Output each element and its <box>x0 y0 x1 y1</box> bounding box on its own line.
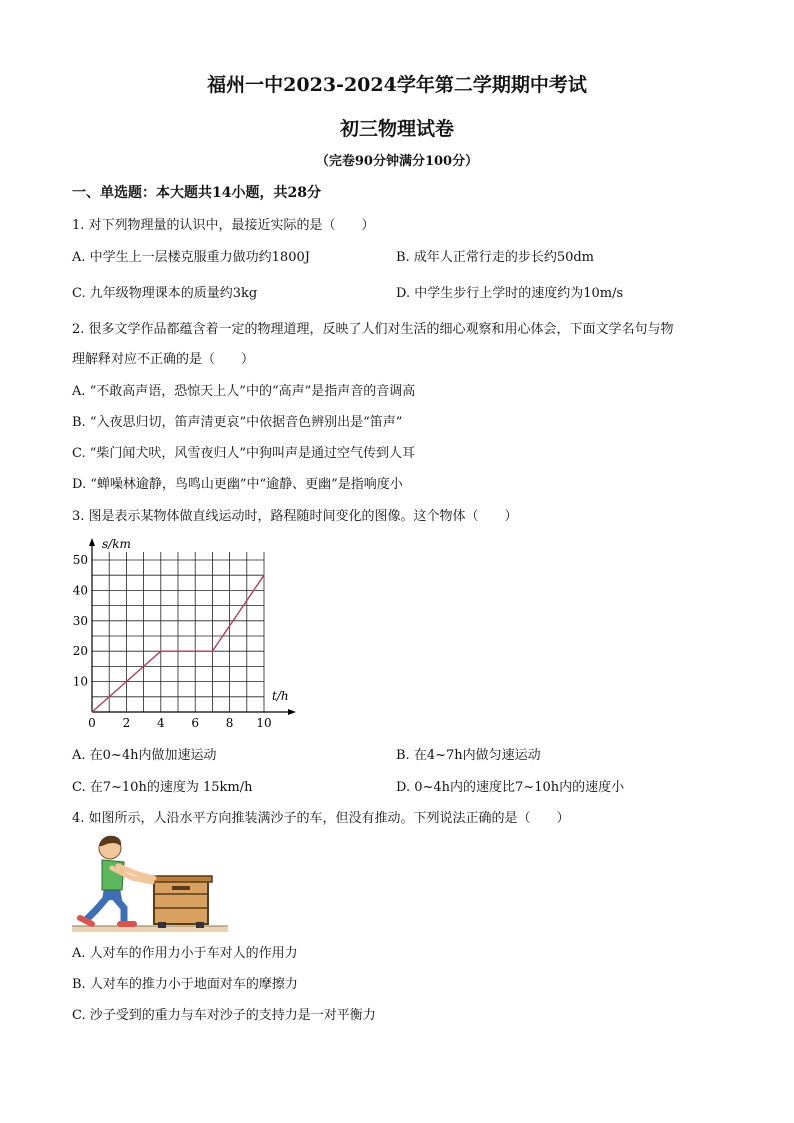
question-1-stem: 1. 对下列物理量的认识中，最接近实际的是（ ） <box>72 218 375 233</box>
x-tick-label: 0 <box>88 716 96 730</box>
q1-option-b: B. 成年人正常行走的步长约50dm <box>396 250 595 265</box>
q4-option-c: C. 沙子受到的重力与车对沙子的支持力是一对平衡力 <box>72 1008 376 1023</box>
x-tick-label: 6 <box>191 716 200 730</box>
q3-option-c: C. 在7~10h的速度为 15km/h <box>72 780 253 795</box>
exam-subtitle: 初三物理试卷 <box>339 118 454 140</box>
q2-option-b: B. “入夜思归切，笛声清更哀”中依据音色辨别出是“笛声” <box>72 415 403 430</box>
q1-option-c: C. 九年级物理课本的质量约3kg <box>72 286 258 301</box>
x-tick-label: 8 <box>225 716 234 730</box>
q3-option-a: A. 在0~4h内做加速运动 <box>72 748 217 763</box>
y-tick-label: 50 <box>72 553 88 567</box>
y-tick-label: 40 <box>72 583 88 598</box>
x-tick-label: 2 <box>122 716 131 730</box>
y-axis-arrow <box>89 538 95 546</box>
q1-option-d: D. 中学生步行上学时的速度约为10m/s <box>396 286 624 301</box>
y-tick-label: 30 <box>72 613 88 628</box>
question-2-stem-line1: 2. 很多文学作品都蕴含着一定的物理道理，反映了人们对生活的细心观察和用心体会，下面文学名句与物 <box>72 322 674 337</box>
section-heading: 一、单选题：本大题共14小题，共28分 <box>72 185 321 201</box>
q4-option-a: A. 人对车的作用力小于车对人的作用力 <box>72 946 298 961</box>
q4-option-b: B. 人对车的推力小于地面对车的摩擦力 <box>72 977 298 992</box>
y-tick-label: 10 <box>72 674 88 689</box>
q3-option-d: D. 0~4h内的速度比7~10h内的速度小 <box>396 780 625 795</box>
q1-option-a: A. 中学生上一层楼克服重力做功约1800J <box>72 250 310 265</box>
x-tick-label: 4 <box>156 716 165 730</box>
question-4-stem: 4. 如图所示，人沿水平方向推装满沙子的车，但没有推动。下列说法正确的是（ ） <box>72 811 570 826</box>
x-axis-arrow <box>288 709 296 715</box>
x-tick-label: 10 <box>256 716 272 730</box>
q3-option-b: B. 在4~7h内做匀速运动 <box>396 748 541 763</box>
y-tick-label: 20 <box>72 644 88 659</box>
exam-title: 福州一中2023-2024学年第二学期期中考试 <box>207 74 587 96</box>
y-axis-label: s/km <box>102 537 131 551</box>
exam-note: （完卷90分钟满分100分） <box>315 154 479 169</box>
person-pushing-cart-icon <box>72 832 232 936</box>
q2-option-d: D. “蝉噪林逾静，鸟鸣山更幽”中“逾静、更幽”是指响度小 <box>72 477 403 492</box>
q2-option-a: A. “不敢高声语，恐惊天上人”中的“高声”是指声音的音调高 <box>72 384 416 399</box>
q2-option-c: C. “柴门闻犬吠，风雪夜归人”中狗叫声是通过空气传到人耳 <box>72 446 416 461</box>
x-axis-label: t/h <box>272 689 289 703</box>
question-3-stem: 3. 图是表示某物体做直线运动时，路程随时间变化的图像。这个物体（ ） <box>72 509 518 524</box>
distance-time-chart <box>60 532 310 732</box>
question-2-stem-line2: 理解释对应不正确的是（ ） <box>72 352 255 367</box>
